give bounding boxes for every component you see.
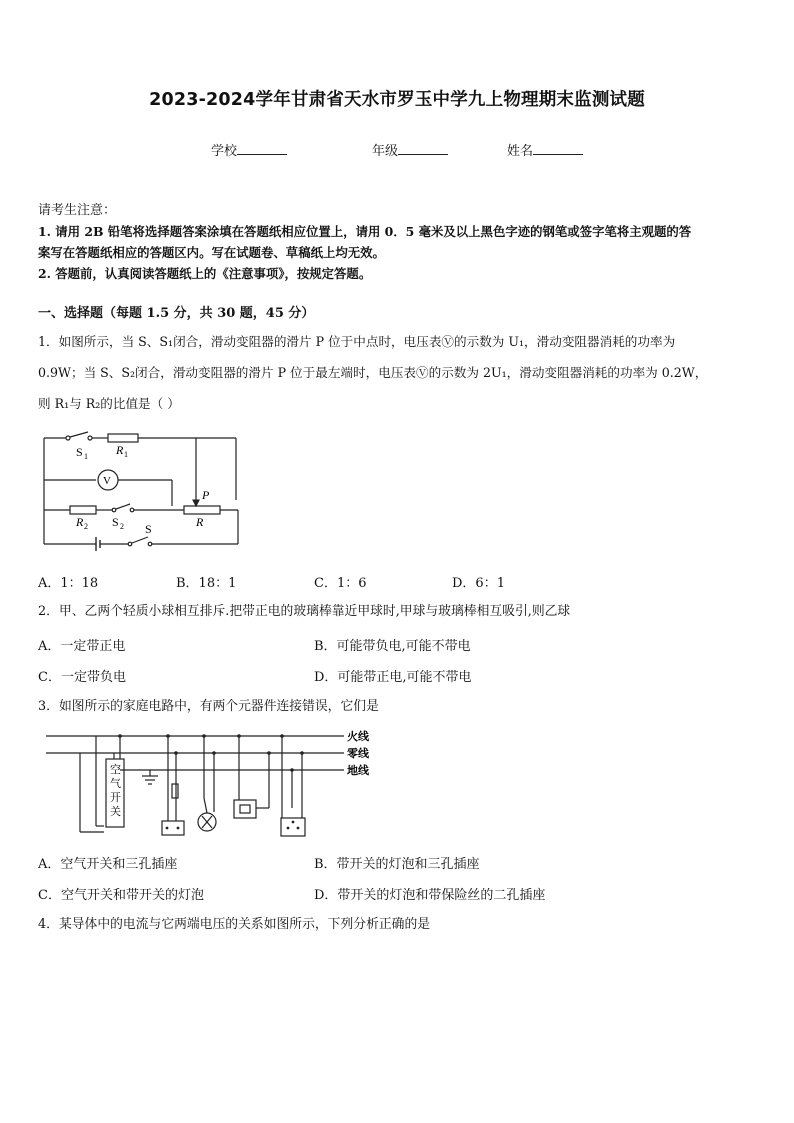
q1-option-c[interactable]: C．1：6 xyxy=(314,576,367,591)
q1-stem-line-3: 则 R₁与 R₂的比值是（ ） xyxy=(38,396,180,411)
grade-label: 年级 xyxy=(372,144,399,159)
q1-option-a[interactable]: A．1：18 xyxy=(38,576,99,591)
s2-sub: 2 xyxy=(120,522,124,531)
page-title: 2023-2024学年甘肃省天水市罗玉中学九上物理期末监测试题 xyxy=(149,90,645,110)
r2-label: R xyxy=(76,515,84,529)
name-field xyxy=(507,140,583,159)
school-blank[interactable] xyxy=(237,140,287,155)
q1-option-b[interactable]: B．18：1 xyxy=(176,576,237,591)
q1-option-d[interactable]: D．6：1 xyxy=(452,576,505,591)
q3-option-a[interactable]: A．空气开关和三孔插座 xyxy=(38,857,178,872)
q3-option-b[interactable]: B．带开关的灯泡和三孔插座 xyxy=(314,857,480,872)
notice-line-1a: 1. 请用 2B 铅笔将选择题答案涂填在答题纸相应位置上，请用 0．5 毫米及以上黑色字迹的钢笔或签字笔将主观题的答 xyxy=(38,224,692,239)
name-blank[interactable] xyxy=(533,140,583,155)
school-label: 学校 xyxy=(211,144,238,159)
notice-heading: 请考生注意： xyxy=(38,203,117,218)
r1-label: R xyxy=(116,443,124,457)
s2-label: S xyxy=(112,515,119,529)
r-label: R xyxy=(196,515,204,529)
section-heading: 一、选择题（每题 1.5 分，共 30 题，45 分） xyxy=(38,306,315,321)
q3-stem: 3．如图所示的家庭电路中，有两个元器件连接错误，它们是 xyxy=(38,699,379,714)
q1-stem-line-1: 1．如图所示，当 S、S₁闭合，滑动变阻器的滑片 P 位于中点时，电压表Ⓥ的示数为 U₁，滑动变阻器消耗的功率为 xyxy=(38,334,676,349)
school-field xyxy=(211,140,287,159)
breaker-char-1: 空 xyxy=(110,764,121,776)
breaker-char-3: 开 xyxy=(110,792,121,804)
q3-option-d[interactable]: D．带开关的灯泡和带保险丝的二孔插座 xyxy=(314,888,546,903)
breaker-char-4: 关 xyxy=(110,806,121,818)
neutral-wire-label: 零线 xyxy=(347,748,369,760)
grade-field xyxy=(372,140,448,159)
q2-option-b[interactable]: B．可能带负电,可能不带电 xyxy=(314,639,471,654)
s-label: S xyxy=(145,522,152,536)
q2-option-a[interactable]: A．一定带正电 xyxy=(38,639,126,654)
notice-line-1b: 案写在答题纸相应的答题区内。写在试题卷、草稿纸上均无效。 xyxy=(38,245,385,260)
s1-label: S xyxy=(76,445,83,459)
voltmeter-label: V xyxy=(103,475,111,487)
q4-stem: 4．某导体中的电流与它两端电压的关系如图所示，下列分析正确的是 xyxy=(38,917,431,932)
p-label: P xyxy=(202,488,210,502)
grade-blank[interactable] xyxy=(398,140,448,155)
s1-sub: 1 xyxy=(84,452,88,461)
live-wire-label: 火线 xyxy=(347,731,369,743)
q3-household-circuit-diagram xyxy=(44,726,384,841)
q3-option-c[interactable]: C．空气开关和带开关的灯泡 xyxy=(38,888,204,903)
name-label: 姓名 xyxy=(507,144,534,159)
notice-line-2: 2. 答题前，认真阅读答题纸上的《注意事项》，按规定答题。 xyxy=(38,266,372,281)
q1-stem-line-2: 0.9W；当 S、S₂闭合，滑动变阻器的滑片 P 位于最左端时，电压表Ⓥ的示数为 2U₁，滑动变阻器消耗的功率为 0.2W， xyxy=(38,365,708,380)
r2-sub: 2 xyxy=(84,522,88,531)
breaker-char-2: 气 xyxy=(110,778,121,790)
q2-option-c[interactable]: C．一定带负电 xyxy=(38,670,126,685)
q1-circuit-diagram xyxy=(38,428,248,553)
q2-option-d[interactable]: D．可能带正电,可能不带电 xyxy=(314,670,472,685)
r1-sub: 1 xyxy=(124,450,128,459)
ground-wire-label: 地线 xyxy=(347,765,369,777)
q2-stem: 2．甲、乙两个轻质小球相互排斥.把带正电的玻璃棒靠近甲球时,甲球与玻璃棒相互吸引,则乙球 xyxy=(38,604,571,619)
